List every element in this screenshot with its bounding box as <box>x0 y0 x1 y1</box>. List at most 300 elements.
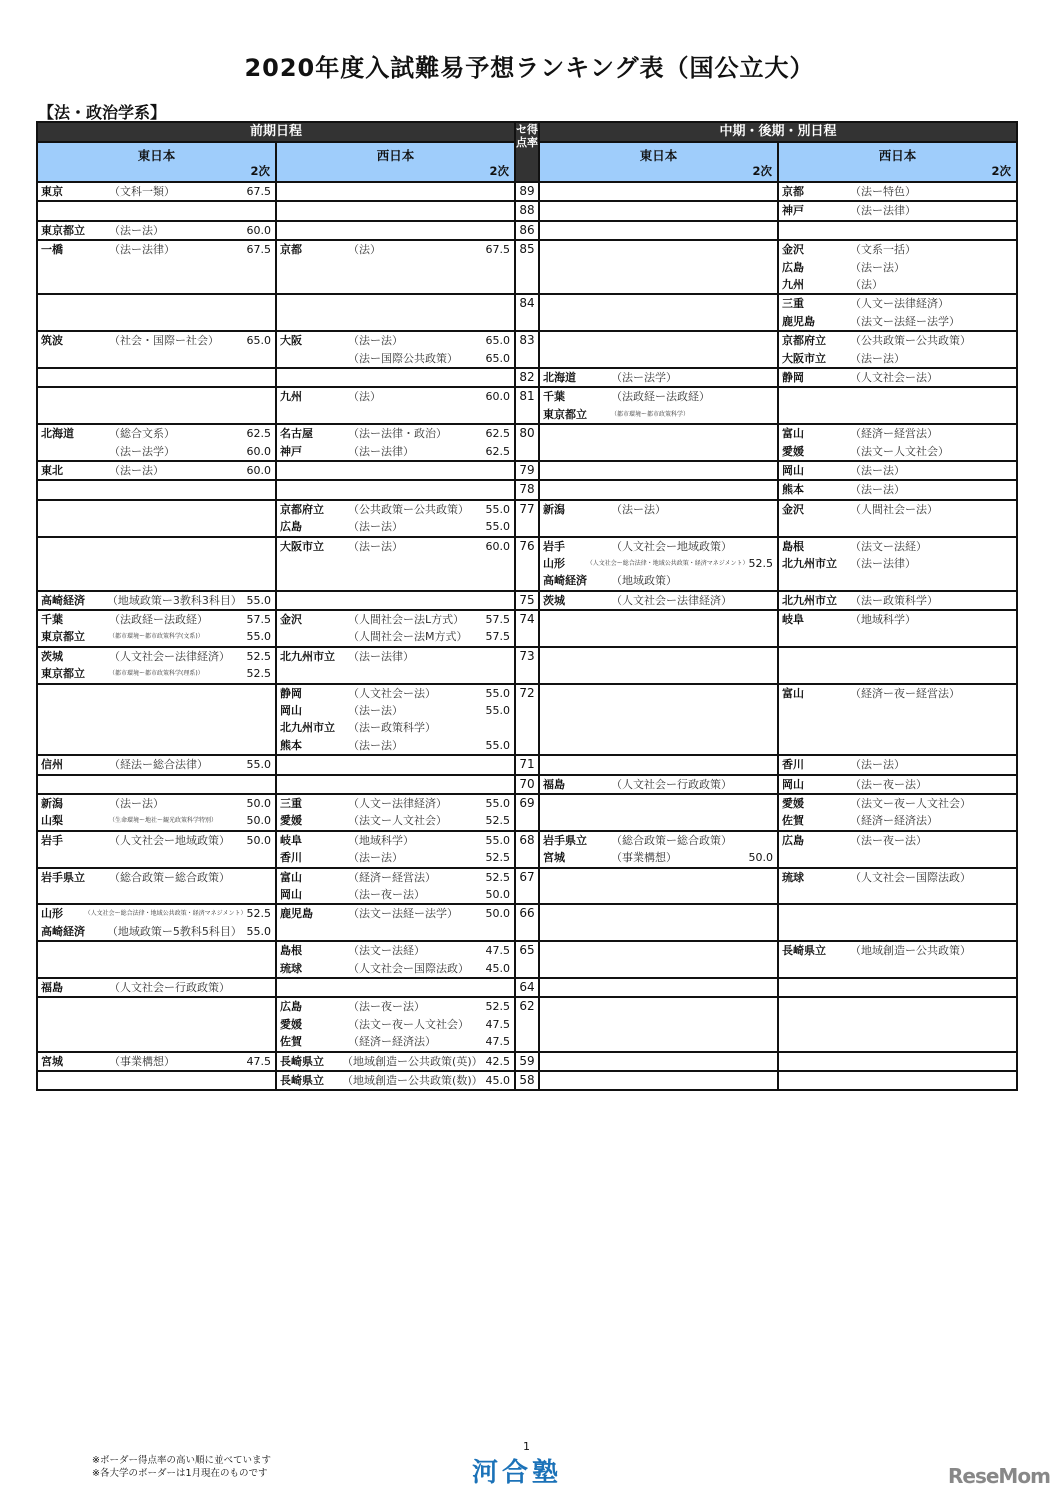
department: （法ー夜ー法） <box>850 777 928 791</box>
university-entry <box>540 406 777 423</box>
cell-kouki-east <box>539 537 778 591</box>
niji-deviation: 62.5 <box>485 427 511 441</box>
university-name: 北九州市立 <box>280 649 335 663</box>
university-name: 島根 <box>782 539 805 553</box>
university-name: 広島 <box>782 260 805 274</box>
university-name: 熊本 <box>782 483 805 497</box>
niji-deviation: 55.0 <box>485 502 511 516</box>
university-name: 富山 <box>782 686 805 700</box>
department: （法ー法律） <box>850 556 917 570</box>
department: （法ー法律） <box>348 649 414 663</box>
department: （法ー法） <box>348 334 403 348</box>
niji-deviation: 52.5 <box>748 556 774 570</box>
university-name: 金沢 <box>280 613 302 627</box>
department: （地域政策） <box>611 574 678 588</box>
table-row <box>37 978 1017 997</box>
university-entry <box>38 923 275 940</box>
niji-deviation <box>480 719 514 736</box>
cell-zenki-east <box>37 461 276 480</box>
cell-zenki-east <box>37 941 276 978</box>
niji-deviation <box>743 538 777 555</box>
niji-deviation: 52.5 <box>246 649 271 663</box>
department: （法ー国際公共政策） <box>348 351 458 365</box>
niji-deviation <box>982 443 1016 460</box>
region-header-east <box>37 142 276 182</box>
niji-deviation: 62.5 <box>485 444 511 458</box>
university-entry <box>38 332 275 349</box>
university-entry <box>277 350 514 367</box>
niji-deviation <box>982 555 1016 572</box>
table-row <box>37 424 1017 461</box>
university-entry <box>779 538 1016 555</box>
niji-deviation: 55.0 <box>485 686 511 700</box>
cell-kouki-west <box>778 294 1017 331</box>
niji-deviation: 50.0 <box>485 907 511 921</box>
department: （法ー法律） <box>348 444 414 458</box>
cell-zenki-east <box>37 331 276 368</box>
table-row <box>37 775 1017 794</box>
university-name: 一橋 <box>41 243 63 257</box>
cell-zenki-east <box>37 201 276 220</box>
niji-deviation: 55.0 <box>485 833 511 847</box>
university-entry <box>779 756 1016 773</box>
niji-deviation <box>982 350 1016 367</box>
university-name: 三重 <box>280 797 302 811</box>
department: （人文社会ー法律経済） <box>109 649 230 663</box>
cell-kouki-east <box>539 755 778 774</box>
cell-kouki-west <box>778 537 1017 591</box>
niji-deviation <box>743 388 777 405</box>
university-name: 岡山 <box>280 887 302 901</box>
cell-zenki-west <box>276 294 515 331</box>
cell-kouki-west <box>778 1071 1017 1090</box>
department: （法ー法律・政治） <box>348 427 447 441</box>
table-row <box>37 941 1017 978</box>
university-name: 佐賀 <box>280 1035 302 1049</box>
university-name: 九州 <box>782 278 805 291</box>
cell-kouki-west <box>778 775 1017 794</box>
cell-kouki-west <box>778 904 1017 941</box>
niji-deviation: 47.5 <box>485 1035 511 1049</box>
niji-deviation <box>982 942 1016 959</box>
cell-zenki-east <box>37 647 276 684</box>
niji-deviation: 52.5 <box>246 667 271 681</box>
department: （地域政策ー3教科3科目） <box>106 593 242 607</box>
university-name: 琉球 <box>280 961 302 975</box>
niji-deviation <box>743 572 777 589</box>
center-score-rate: 81 <box>515 387 539 424</box>
cell-kouki-east <box>539 978 778 997</box>
cell-zenki-west <box>276 755 515 774</box>
niji-deviation: 50.0 <box>246 833 271 847</box>
department: （法ー法律） <box>850 204 917 218</box>
university-name: 高崎経済 <box>41 593 85 607</box>
cell-zenki-west <box>276 182 515 201</box>
university-entry <box>277 332 514 349</box>
department: （法ー法） <box>109 463 164 477</box>
university-entry <box>38 592 275 609</box>
table-row <box>37 868 1017 905</box>
niji-deviation: 67.5 <box>485 243 511 257</box>
university-entry <box>277 425 514 442</box>
cell-zenki-east <box>37 794 276 831</box>
niji-deviation: 55.0 <box>485 520 511 534</box>
university-name: 長崎県立 <box>782 944 827 958</box>
university-entry <box>277 1033 514 1050</box>
niji-deviation <box>743 832 777 849</box>
department: （法ー法） <box>611 502 667 516</box>
table-row <box>37 461 1017 480</box>
niji-label: 2次 <box>489 164 510 178</box>
cell-kouki-west <box>778 331 1017 368</box>
table-row <box>37 794 1017 831</box>
center-score-rate: 72 <box>515 684 539 756</box>
cell-zenki-east <box>37 387 276 424</box>
cell-kouki-west <box>778 480 1017 499</box>
university-name: 広島 <box>280 520 302 534</box>
university-name: 北海道 <box>41 427 74 441</box>
cell-kouki-east <box>539 684 778 756</box>
niji-deviation <box>982 776 1016 793</box>
niji-deviation: 55.0 <box>485 704 511 718</box>
university-entry <box>277 737 514 754</box>
department: （法ー夜ー法） <box>348 887 425 901</box>
cell-kouki-east <box>539 461 778 480</box>
department: （法） <box>850 278 884 291</box>
department: （生命環境ー地社ー観光政策科学特別） <box>109 817 218 825</box>
niji-deviation: 57.5 <box>246 613 271 627</box>
cell-zenki-east <box>37 610 276 647</box>
cell-zenki-east <box>37 997 276 1051</box>
university-entry <box>779 592 1016 609</box>
university-name: 京都 <box>280 243 302 257</box>
department: （経済ー経営法） <box>850 427 939 441</box>
cell-kouki-east <box>539 294 778 331</box>
university-name: 茨城 <box>41 649 63 663</box>
region-label: 西日本 <box>376 148 415 163</box>
niji-deviation <box>982 295 1016 312</box>
cell-kouki-west <box>778 610 1017 647</box>
center-score-rate: 85 <box>515 240 539 294</box>
cell-kouki-east <box>539 182 778 201</box>
department: （人文社会ー総合法律・地域公共政策・経済マネジメント） <box>84 910 247 918</box>
university-entry <box>540 832 777 849</box>
university-name: 福島 <box>41 980 63 994</box>
cell-kouki-west <box>778 997 1017 1051</box>
department: （法文ー法経ー法学） <box>850 314 961 328</box>
university-name: 京都府立 <box>280 502 324 516</box>
university-entry <box>779 481 1016 498</box>
center-score-rate: 80 <box>515 424 539 461</box>
department: （文科一類） <box>109 185 175 198</box>
university-name: 大阪市立 <box>280 539 324 553</box>
cell-zenki-west <box>276 647 515 684</box>
university-entry <box>38 611 275 628</box>
university-name: 岩手県立 <box>543 833 588 847</box>
department: （人文ー法律経済） <box>348 797 447 811</box>
university-entry <box>277 832 514 849</box>
niji-deviation: 67.5 <box>246 185 271 198</box>
table-row <box>37 1052 1017 1071</box>
niji-deviation: 45.0 <box>485 1073 511 1087</box>
university-name: 愛媛 <box>280 814 302 828</box>
center-score-rate: 76 <box>515 537 539 591</box>
university-name <box>277 628 348 645</box>
university-name: 長崎県立 <box>280 1073 324 1087</box>
phase-header-kouki: 中期・後期・別日程 <box>539 122 1017 142</box>
niji-deviation <box>480 648 514 665</box>
center-score-rate: 82 <box>515 368 539 387</box>
niji-deviation: 65.0 <box>485 351 511 365</box>
niji-deviation: 50.0 <box>246 814 271 828</box>
cell-kouki-east <box>539 368 778 387</box>
university-entry <box>540 776 777 793</box>
university-name: 愛媛 <box>280 1017 302 1031</box>
cell-zenki-west <box>276 941 515 978</box>
cell-zenki-east <box>37 221 276 240</box>
cell-kouki-west <box>778 1052 1017 1071</box>
cell-zenki-west <box>276 368 515 387</box>
department: （法ー法） <box>348 520 403 534</box>
department: （人文社会ー国際法政） <box>850 870 972 884</box>
university-entry <box>779 425 1016 442</box>
niji-deviation: 50.0 <box>748 851 774 865</box>
table-row <box>37 387 1017 424</box>
niji-deviation <box>982 795 1016 812</box>
niji-deviation: 55.0 <box>246 593 271 607</box>
university-entry <box>779 462 1016 479</box>
university-entry <box>779 276 1016 293</box>
department: （法ー法） <box>348 851 403 865</box>
niji-deviation: 52.5 <box>485 870 511 884</box>
center-score-rate: 68 <box>515 831 539 868</box>
niji-deviation <box>743 592 777 609</box>
university-name: 高崎経済 <box>543 574 588 588</box>
niji-deviation <box>982 611 1016 628</box>
niji-deviation <box>982 369 1016 386</box>
niji-deviation: 60.0 <box>246 444 271 458</box>
department: （法文ー法経） <box>850 539 928 553</box>
university-entry <box>38 241 275 258</box>
university-name: 筑波 <box>41 334 63 348</box>
table-row <box>37 647 1017 684</box>
cell-kouki-west <box>778 387 1017 424</box>
cell-kouki-east <box>539 868 778 905</box>
cell-kouki-west <box>778 978 1017 997</box>
niji-deviation: 52.5 <box>485 851 511 865</box>
university-name: 北九州市立 <box>782 556 838 570</box>
university-name: 岡山 <box>280 704 302 718</box>
page-number: 1 <box>523 1440 530 1453</box>
niji-deviation <box>982 812 1016 829</box>
center-score-rate: 84 <box>515 294 539 331</box>
cell-zenki-west <box>276 831 515 868</box>
university-name: 東京都立 <box>41 223 85 237</box>
university-entry <box>779 795 1016 812</box>
department: （法文ー法経） <box>348 944 425 958</box>
department: （人文社会ー国際法政） <box>348 961 469 975</box>
university-name: 岐阜 <box>782 613 805 627</box>
niji-deviation <box>982 481 1016 498</box>
university-name: 京都府立 <box>782 334 827 348</box>
university-entry <box>540 592 777 609</box>
center-score-rate: 74 <box>515 610 539 647</box>
department: （事業構想） <box>109 1054 175 1068</box>
university-entry <box>779 776 1016 793</box>
university-name: 鹿児島 <box>782 314 816 328</box>
niji-deviation: 52.5 <box>485 1000 511 1014</box>
cell-kouki-east <box>539 387 778 424</box>
department: （人文社会ー法） <box>348 686 436 700</box>
university-name: 静岡 <box>782 370 805 384</box>
university-entry <box>277 905 514 922</box>
university-name: 北海道 <box>543 370 577 384</box>
cell-zenki-east <box>37 500 276 537</box>
university-entry <box>277 501 514 518</box>
table-row <box>37 537 1017 591</box>
cell-zenki-east <box>37 755 276 774</box>
cell-kouki-east <box>539 591 778 610</box>
cell-kouki-west <box>778 755 1017 774</box>
university-name: 九州 <box>280 390 302 404</box>
university-name: 東京 <box>41 185 63 198</box>
department: （法ー法律） <box>109 243 175 257</box>
cell-kouki-west <box>778 941 1017 978</box>
department: （法文ー人文社会） <box>348 814 447 828</box>
university-entry <box>277 942 514 959</box>
cell-kouki-east <box>539 1052 778 1071</box>
university-name: 鹿児島 <box>280 907 313 921</box>
department: （法ー法） <box>850 758 906 772</box>
department: （法） <box>348 390 381 404</box>
center-score-rate: 69 <box>515 794 539 831</box>
university-entry <box>277 998 514 1015</box>
university-entry <box>38 869 275 886</box>
university-entry <box>38 665 275 682</box>
university-entry <box>540 849 777 866</box>
university-name: 金沢 <box>782 502 805 516</box>
university-name <box>277 350 348 367</box>
university-entry <box>277 685 514 702</box>
niji-deviation <box>743 406 777 423</box>
center-score-rate: 79 <box>515 461 539 480</box>
cell-zenki-west <box>276 480 515 499</box>
region-header-east <box>539 142 778 182</box>
score-column-header: セ得点率 <box>515 122 539 182</box>
niji-deviation <box>982 501 1016 518</box>
department: （総合政策ー総合政策） <box>109 870 230 884</box>
section-label: 【法・政治学系】 <box>38 103 167 122</box>
center-score-rate: 58 <box>515 1071 539 1090</box>
center-score-rate: 75 <box>515 591 539 610</box>
niji-deviation <box>982 276 1016 293</box>
university-name: 愛媛 <box>782 797 805 811</box>
cell-kouki-east <box>539 221 778 240</box>
university-name: 北九州市立 <box>280 721 335 735</box>
university-entry <box>779 295 1016 312</box>
cell-zenki-west <box>276 978 515 997</box>
department: （文系一括） <box>850 243 917 257</box>
center-score-rate: 66 <box>515 904 539 941</box>
university-name: 山形 <box>543 556 566 570</box>
university-entry <box>277 795 514 812</box>
region-label: 西日本 <box>878 148 917 163</box>
footnote: ※各大学のボーダーは1月現在のものです <box>92 1468 268 1479</box>
department: （法ー法） <box>850 260 906 274</box>
center-score-rate: 73 <box>515 647 539 684</box>
university-name: 広島 <box>280 1000 302 1014</box>
table-row <box>37 755 1017 774</box>
cell-kouki-west <box>778 831 1017 868</box>
university-entry <box>277 648 514 665</box>
department: （法ー政策科学） <box>348 721 436 735</box>
cell-kouki-west <box>778 794 1017 831</box>
university-entry <box>38 648 275 665</box>
cell-kouki-west <box>778 461 1017 480</box>
department: （人文社会ー行政政策） <box>611 777 733 791</box>
cell-zenki-west <box>276 424 515 461</box>
niji-deviation: 57.5 <box>485 613 511 627</box>
cell-zenki-east <box>37 368 276 387</box>
department: （地域科学） <box>348 833 414 847</box>
cell-zenki-east <box>37 831 276 868</box>
ranking-table <box>36 121 1018 1091</box>
cell-zenki-east <box>37 294 276 331</box>
university-entry <box>277 1016 514 1033</box>
table-row <box>37 610 1017 647</box>
university-entry <box>779 183 1016 200</box>
university-name: 静岡 <box>280 686 302 700</box>
university-entry <box>779 443 1016 460</box>
university-entry <box>779 832 1016 849</box>
niji-deviation: 67.5 <box>246 243 271 257</box>
university-name: 茨城 <box>543 593 566 607</box>
university-entry <box>779 611 1016 628</box>
niji-deviation <box>743 369 777 386</box>
cell-zenki-east <box>37 424 276 461</box>
center-score-rate: 86 <box>515 221 539 240</box>
university-entry <box>277 812 514 829</box>
cell-zenki-west <box>276 221 515 240</box>
center-score-rate: 64 <box>515 978 539 997</box>
footnote: ※ボーダー得点率の高い順に並べています <box>92 1455 271 1466</box>
niji-deviation: 55.0 <box>246 630 271 644</box>
university-entry <box>277 960 514 977</box>
department: （総合文系） <box>109 427 175 441</box>
department: （地域政策ー5教科5科目） <box>106 924 242 938</box>
center-score-rate: 77 <box>515 500 539 537</box>
cell-kouki-east <box>539 647 778 684</box>
university-entry <box>277 611 514 628</box>
cell-zenki-west <box>276 201 515 220</box>
cell-kouki-east <box>539 941 778 978</box>
cell-kouki-east <box>539 775 778 794</box>
cell-kouki-east <box>539 240 778 294</box>
department: （法文ー夜ー人文社会） <box>348 1017 469 1031</box>
niji-deviation: 60.0 <box>485 390 511 404</box>
university-name: 千葉 <box>41 613 63 627</box>
niji-deviation <box>982 592 1016 609</box>
cell-kouki-west <box>778 591 1017 610</box>
university-name: 宮城 <box>41 1054 63 1068</box>
department: （人間社会ー法） <box>850 502 939 516</box>
niji-deviation: 52.5 <box>485 814 511 828</box>
department: （法ー特色） <box>850 185 917 198</box>
department: （法文ー夜ー人文社会） <box>850 797 972 811</box>
department: （人間社会ー法L方式） <box>348 613 465 627</box>
university-entry <box>277 388 514 405</box>
niji-deviation: 50.0 <box>485 887 511 901</box>
